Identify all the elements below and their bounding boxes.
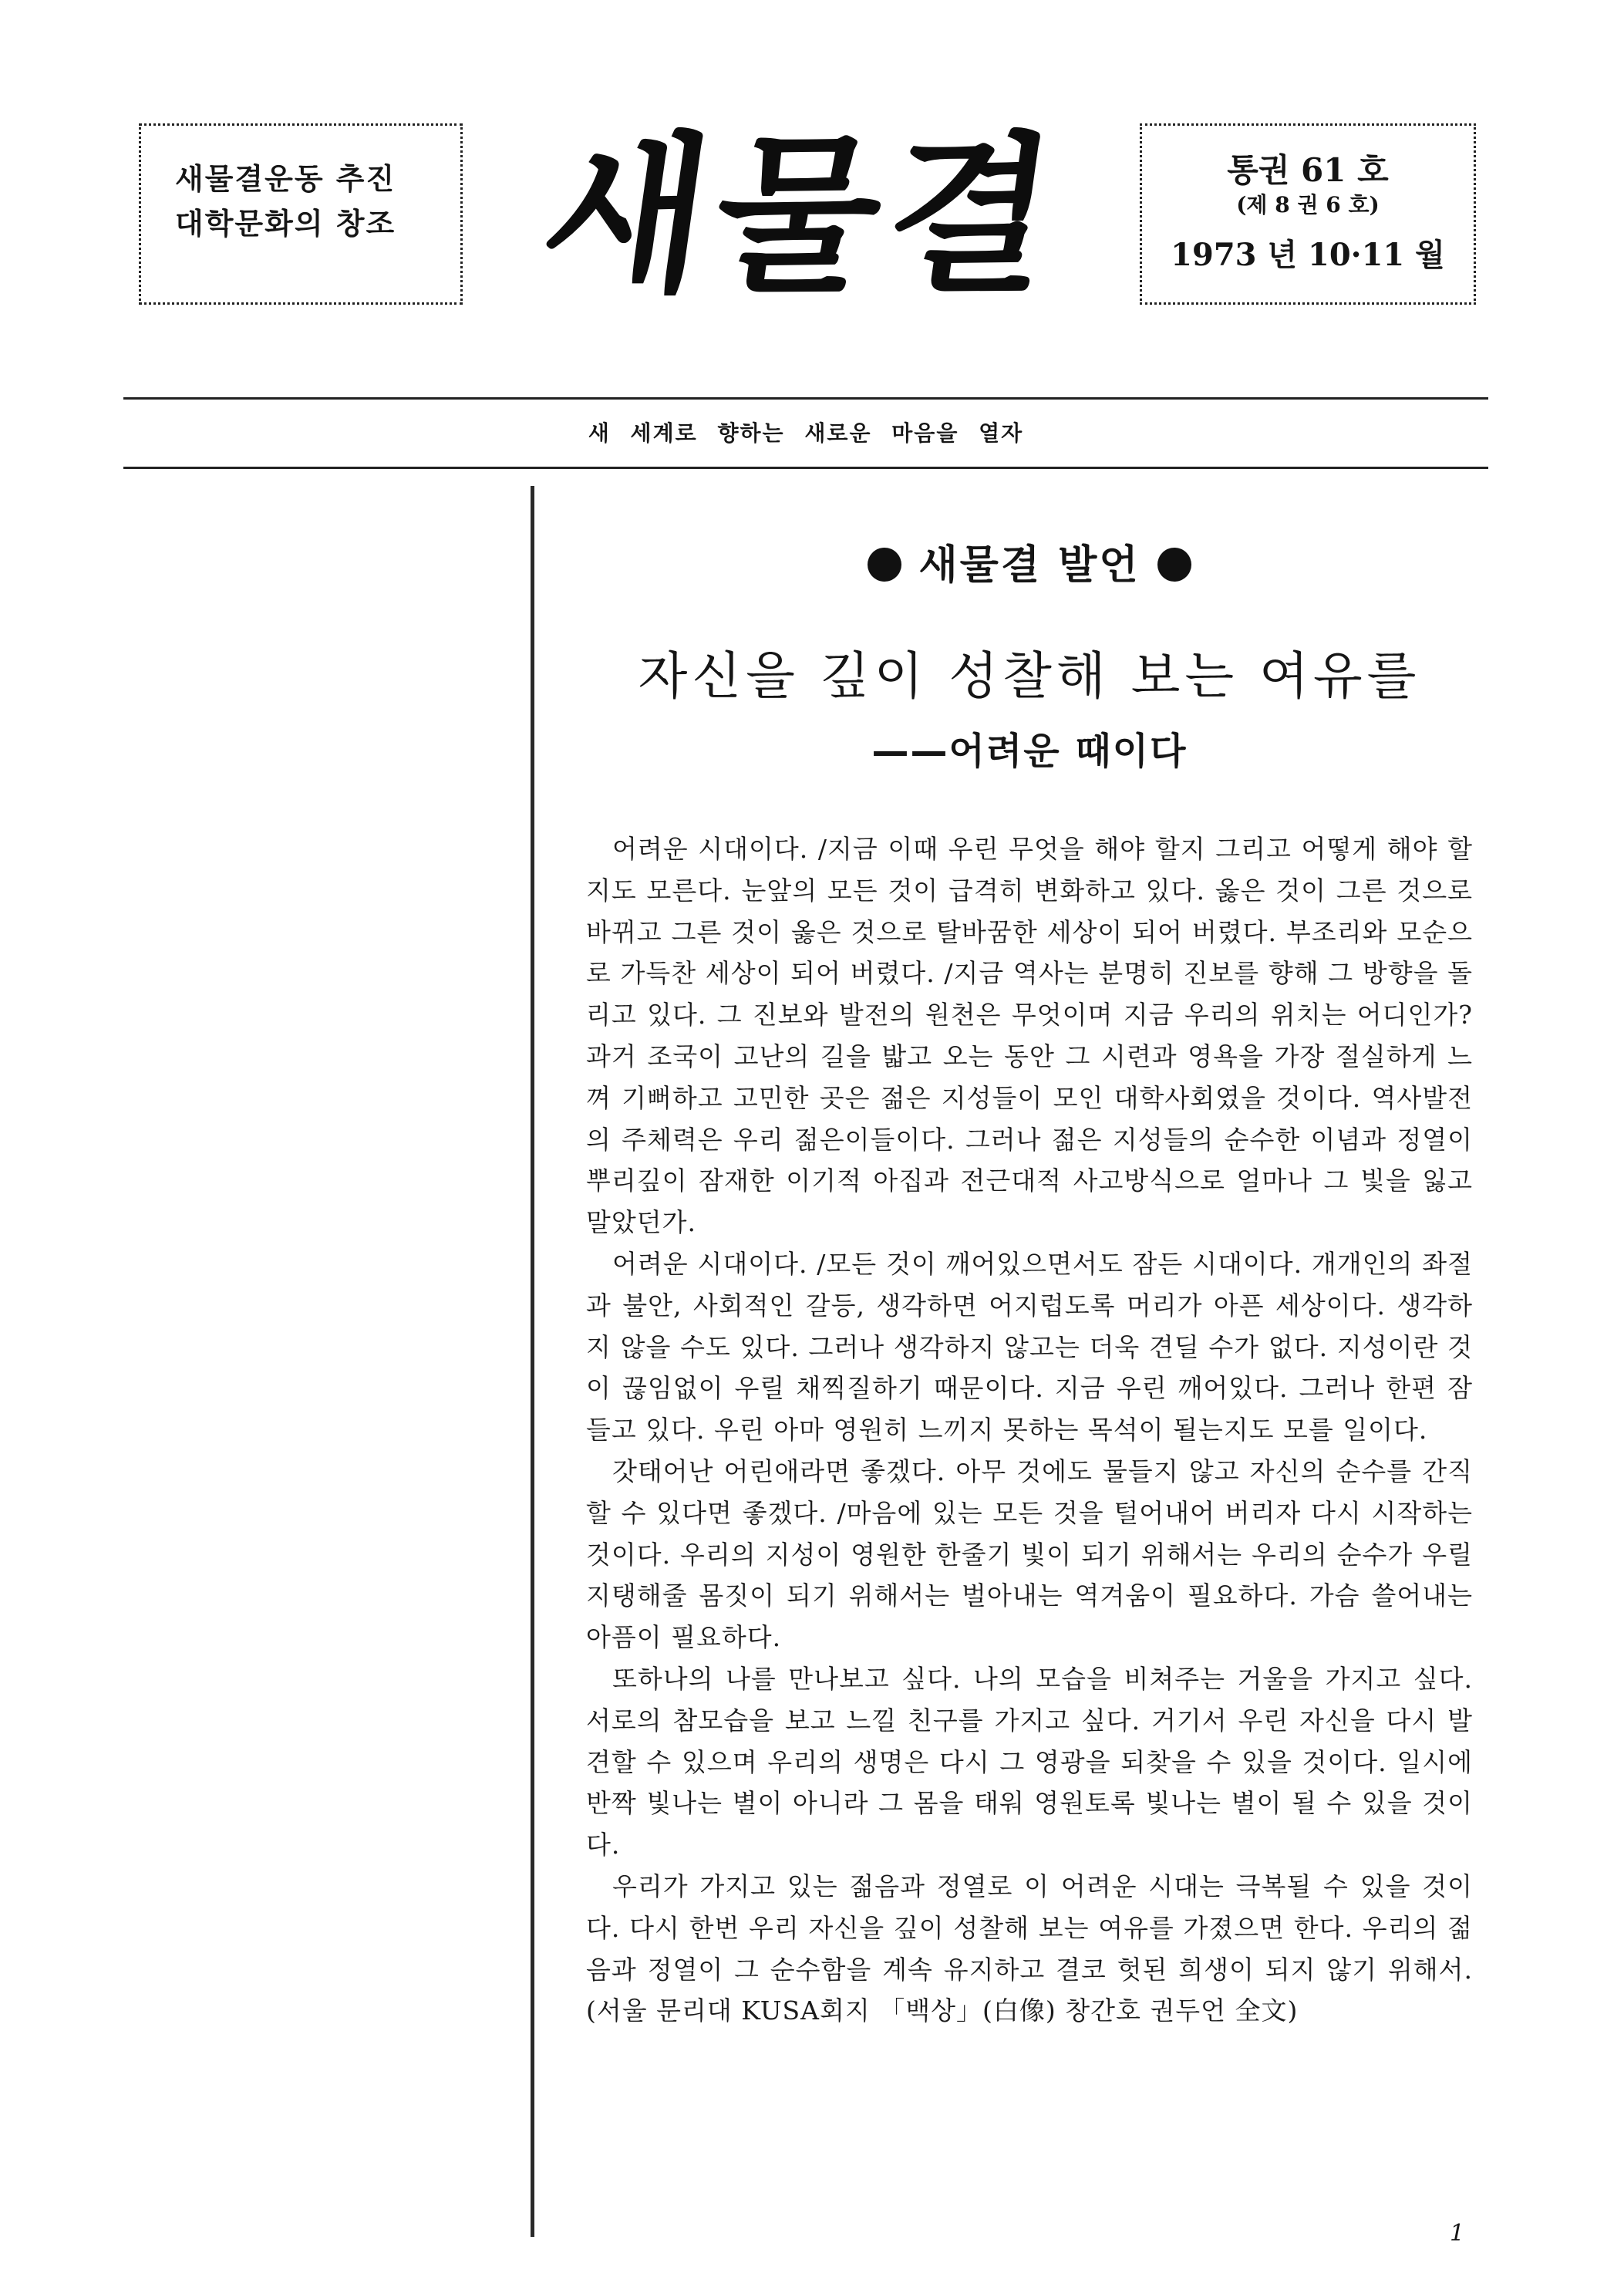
masthead-top-rule: [123, 397, 1488, 400]
slogan-box: [139, 123, 463, 305]
article-subheadline: ——어려운 때이다: [871, 730, 1188, 773]
slogan-line-2: 대학문화의 창조: [175, 207, 396, 241]
bullet-dot-icon: [868, 548, 901, 582]
article-body: [586, 828, 1473, 2032]
body-paragraph: 어려운 시대이다. /모든 것이 깨어있으면서도 잠든 시대이다. 개개인의 좌절과 불안, 사회적인 갈등, 생각하면 어지럽도록 머리가 아픈 세상이다. 생각하지 않을 수도 있다. 그러나 생각하지 않고는 더욱 견딜 수가 없다. 지성이란 것이 끊임없이 우릴 채찍질하기 때문이다. 지금 우린 깨어있다. 그러나 한편 잠들고 있다. 우린 아마 영원히 느끼지 못하는 목석이 될는지도 모를 일이다.: [586, 1248, 1473, 1445]
editorial-column: [586, 486, 1473, 2032]
page-number: 1: [1450, 2220, 1465, 2247]
column-heading: [586, 532, 1473, 590]
article-headline: 자신을 깊이 성찰해 보는 여유를: [638, 646, 1421, 706]
issue-box: [1140, 123, 1476, 305]
column-heading-text: 새물결 발언: [918, 542, 1141, 589]
masthead-bottom-rule: [123, 467, 1488, 469]
column-divider: [531, 486, 534, 2237]
issue-volume: (제 8 권 6 호): [1236, 192, 1380, 218]
issue-total-number: 통권 61 호: [1227, 151, 1389, 189]
issue-date: 1973 년 10·11 월: [1171, 237, 1445, 273]
body-paragraph: 갓태어난 어린애라면 좋겠다. 아무 것에도 물들지 않고 자신의 순수를 간직할 수 있다면 좋겠다. /마음에 있는 모든 것을 털어내어 버리자 다시 시작하는 것이다. 우리의 지성이 영원한 한줄기 빛이 되기 위해서는 우리의 순수가 우릴 지탱해줄 몸짓이 되기 위해서는 벌아내는 역겨움이 필요하다. 가슴 쓸어내는 아픔이 필요하다.: [586, 1456, 1473, 1653]
motto: 새 세계로 향하는 새로운 마음을 열자: [588, 420, 1024, 446]
body-paragraph: 또하나의 나를 만나보고 싶다. 나의 모습을 비쳐주는 거울을 가지고 싶다. 서로의 참모습을 보고 느낄 친구를 가지고 싶다. 거기서 우린 자신을 다시 발견할 수 있으며 우리의 생명은 다시 그 영광을 되찾을 수 있을 것이다. 일시에 반짝 빛나는 별이 아니라 그 몸을 태워 영원토록 빛나는 별이 될 수 있을 것이다.: [586, 1663, 1473, 1860]
masthead-logo: 새물결: [531, 117, 1073, 315]
body-paragraph: 어려운 시대이다. /지금 이때 우린 무엇을 해야 할지 그리고 어떻게 해야 할지도 모른다. 눈앞의 모든 것이 급격히 변화하고 있다. 옳은 것이 그른 것으로 바뀌고 그른 것이 옳은 것으로 탈바꿈한 세상이 되어 버렸다. 부조리와 모순으로 가득찬 세상이 되어 버렸다. /지금 역사는 분명히 진보를 향해 그 방향을 돌리고 있다. 그 진보와 발전의 원천은 무엇이며 지금 우리의 위치는 어디인가? 과거 조국이 고난의 길을 밟고 오는 동안 그 시련과 영욕을 가장 절실하게 느껴 기뻐하고 고민한 곳은 젊은 지성들이 모인 대학사회였을 것이다. 역사발전의 주체력은 우리 젊은이들이다. 그러나 젊은 지성들의 순수한 이념과 정열이 뿌리깊이 잠재한 이기적 아집과 전근대적 사고방식으로 얼마나 그 빛을 잃고 말았던가.: [586, 834, 1473, 1238]
body-paragraph: 우리가 가지고 있는 젊음과 정열로 이 어려운 시대는 극복될 수 있을 것이다. 다시 한번 우리 자신을 깊이 성찰해 보는 여유를 가졌으면 한다. 우리의 젊음과 정열이 그 순수함을 계속 유지하고 결코 헛된 희생이 되지 않기 위해서. (서울 문리대 KUSA회지 「백상」(白像) 창간호 권두언 全文): [586, 1871, 1473, 2026]
bullet-dot-icon: [1157, 548, 1191, 582]
slogan-line-1: 새물결운동 추진: [175, 162, 396, 196]
